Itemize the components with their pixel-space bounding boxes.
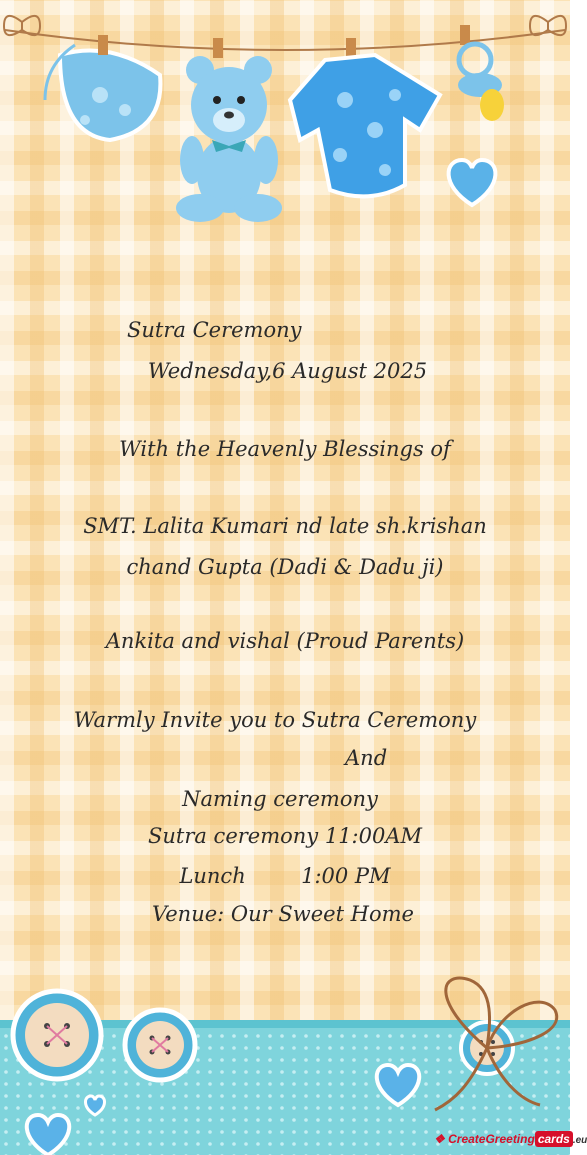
bib-icon	[45, 35, 160, 140]
venue-line: Venue: Our Sweet Home	[152, 902, 414, 926]
lunch-label: Lunch	[179, 864, 246, 888]
grandparents-line-2: chand Gupta (Dadi & Dadu ji)	[126, 555, 444, 579]
lunch-time: 1:00 PM	[301, 864, 391, 888]
onesie-icon	[290, 38, 440, 196]
bow-icon	[4, 16, 566, 35]
ceremony-title: Sutra Ceremony	[127, 318, 302, 342]
brand-name-part2: cards	[535, 1131, 573, 1147]
invite-line: Warmly Invite you to Sutra Ceremony	[73, 708, 477, 732]
naming-ceremony: Naming ceremony	[182, 787, 378, 811]
event-date: Wednesday,6 August 2025	[147, 359, 428, 383]
and-line: And	[345, 746, 388, 770]
lunch-row	[0, 862, 570, 890]
brand-name-part1: CreateGreeting	[448, 1132, 535, 1146]
blessings-line: With the Heavenly Blessings of	[119, 437, 451, 461]
sutra-time: Sutra ceremony 11:00AM	[147, 824, 423, 848]
brand-suffix: .eu	[572, 1135, 587, 1146]
parents-line: Ankita and vishal (Proud Parents)	[105, 629, 465, 653]
gift-icon: ❖	[434, 1132, 445, 1146]
heart-icon	[449, 160, 496, 205]
teddy-bear-icon	[176, 38, 282, 222]
clothesline-illustration	[0, 0, 570, 250]
grandparents-line-1: SMT. Lalita Kumari nd late sh.krishan	[83, 514, 487, 538]
brand-logo	[430, 1126, 587, 1152]
